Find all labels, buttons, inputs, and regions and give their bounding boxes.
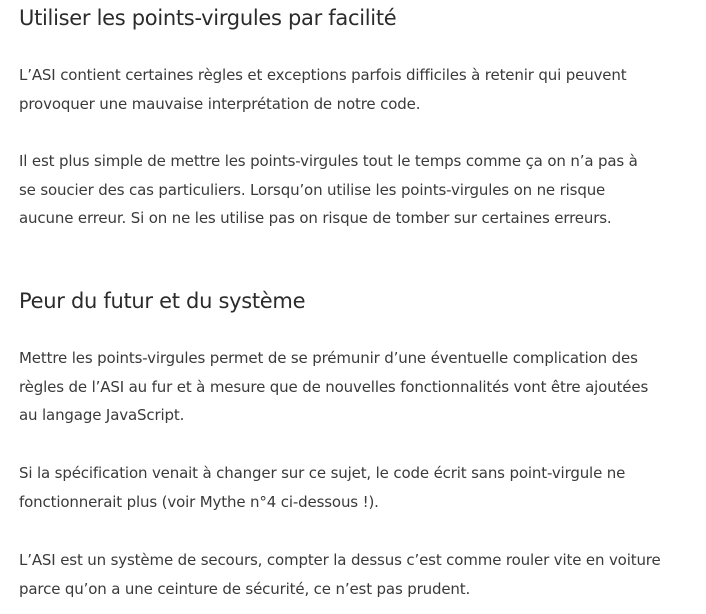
paragraph-line: Il est plus simple de mettre les points-virgules tout le temps comme ça on n’a pas à bbox=[19, 152, 638, 170]
paragraph-fallback-system bbox=[19, 546, 699, 603]
section-heading-facilite: Utiliser les points-virgules par facilité bbox=[19, 6, 397, 30]
paragraph-future-complication bbox=[19, 344, 699, 430]
paragraph-line: au langage JavaScript. bbox=[19, 406, 185, 424]
section-heading-futur: Peur du futur et du système bbox=[19, 289, 306, 313]
paragraph-line: fonctionnerait plus (voir Mythe n°4 ci-dessous !). bbox=[19, 492, 379, 511]
paragraph-line: se soucier des cas particuliers. Lorsqu’on utilise les points-virgules on ne risque bbox=[19, 180, 606, 199]
paragraph-line: L’ASI est un système de secours, compter la dessus c’est comme rouler vite en voiture bbox=[19, 551, 661, 569]
paragraph-line: provoquer une mauvaise interprétation de notre code. bbox=[19, 94, 421, 113]
paragraph-line: parce qu’on a une ceinture de sécurité, ce n’est pas prudent. bbox=[19, 579, 471, 598]
paragraph-line: règles de l’ASI au fur et à mesure que de nouvelles fonctionnalités vont être ajoutées bbox=[19, 377, 649, 396]
paragraph-line: aucune erreur. Si on ne les utilise pas on risque de tomber sur certaines erreurs. bbox=[19, 209, 612, 227]
paragraph-specification bbox=[19, 459, 699, 516]
paragraph-line: Mettre les points-virgules permet de se prémunir d’une éventuelle complication des bbox=[19, 349, 638, 367]
paragraph-line: Si la spécification venait à changer sur ce sujet, le code écrit sans point-virgule ne bbox=[19, 464, 626, 482]
paragraph-asi-rules bbox=[19, 61, 699, 118]
paragraph-simpler bbox=[19, 147, 699, 233]
paragraph-line: L’ASI contient certaines règles et exceptions parfois difficiles à retenir qui peuvent bbox=[19, 66, 627, 84]
